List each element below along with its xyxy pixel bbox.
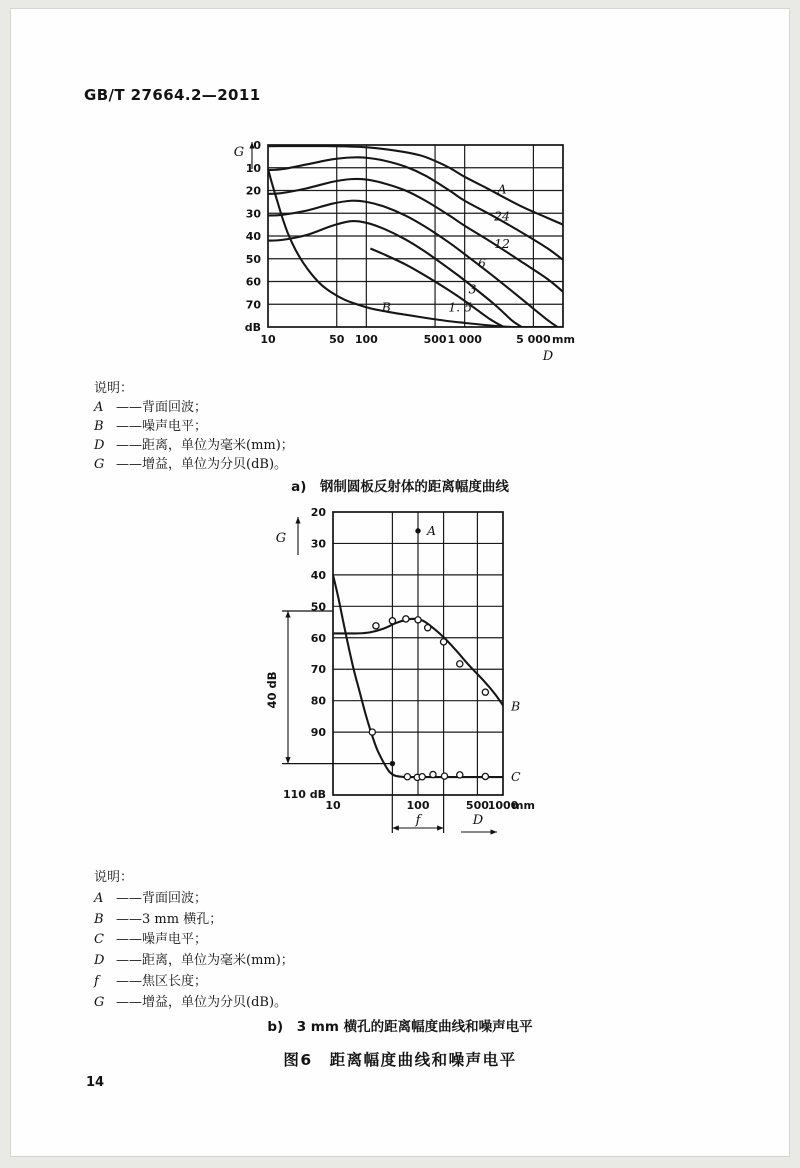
x-tick-label: 100 <box>354 333 378 346</box>
y-tick-label: 80 <box>310 694 326 708</box>
legend-text: ——距离，单位为毫米(mm)； <box>116 438 294 453</box>
legend-text: ——噪声电平； <box>116 419 208 434</box>
curve-label-B: B <box>381 299 391 315</box>
data-point-circle <box>404 774 410 780</box>
legend-text: ——焦区长度； <box>116 973 208 989</box>
legend-symbol: A <box>94 890 104 906</box>
curve-label-24: 24 <box>494 208 511 224</box>
x-tick-label: 1 000 <box>447 333 482 346</box>
y-tick-label: 10 <box>245 161 261 175</box>
legend-item <box>94 889 294 910</box>
data-point-circle <box>415 617 421 623</box>
x-tick-label: 5 000 <box>516 333 551 346</box>
y-tick-label: 30 <box>310 537 326 551</box>
y-tick-label: 30 <box>245 207 261 221</box>
arrow-head <box>437 825 444 830</box>
y-tick-label: 20 <box>310 506 326 519</box>
legend-title: 说明： <box>94 870 134 885</box>
annotation-text-110-dB: 110 dB <box>282 788 326 801</box>
curve-B <box>268 169 562 327</box>
legend-item <box>94 930 294 951</box>
legend-item <box>94 417 294 436</box>
annotation-text-f: f <box>415 813 421 828</box>
data-point-circle <box>373 623 379 629</box>
arrow-head <box>392 825 399 830</box>
legend-b <box>94 868 294 1014</box>
curve-label-3: 3 <box>468 281 477 297</box>
arrow-head <box>491 829 498 834</box>
caption-a: a) 钢制圆板反射体的距离幅度曲线 <box>291 479 509 495</box>
annotation-text-D: D <box>472 813 484 828</box>
y-tick-label: 90 <box>310 726 326 740</box>
curve-label-6: 6 <box>478 255 486 271</box>
legend-item <box>94 951 294 972</box>
figure-caption: 图6 距离幅度曲线和噪声电平 <box>283 1051 517 1069</box>
annotation-text-mm: mm <box>552 333 575 346</box>
y-tick-label: 0 <box>253 139 261 152</box>
legend-text: ——增益，单位为分贝(dB)。 <box>116 457 288 472</box>
y-tick-label: 70 <box>245 298 261 312</box>
data-point-circle <box>441 773 447 779</box>
legend-text: ——背面回波； <box>116 400 208 415</box>
curve-label-B: B <box>511 698 521 714</box>
data-point-circle <box>403 616 409 622</box>
legend-title: 说明： <box>94 381 134 396</box>
y-tick-label: 60 <box>245 275 261 289</box>
chart-b-distance-amplitude-noise <box>265 498 560 850</box>
data-point-circle <box>369 729 375 735</box>
legend-a <box>94 379 294 474</box>
grid <box>268 145 563 327</box>
y-tick-label: 50 <box>245 252 261 266</box>
legend-symbol: D <box>94 438 105 453</box>
annotation-text-mm: mm <box>512 799 535 812</box>
legend-symbol: f <box>94 973 99 989</box>
annotation-text-G: G <box>233 145 245 160</box>
y-tick-label: 40 <box>310 568 326 582</box>
curve-label-A: A <box>497 181 507 197</box>
legend-item <box>94 993 294 1014</box>
arrow-head <box>295 517 300 524</box>
grid <box>333 512 503 795</box>
y-tick-label: 20 <box>245 184 261 198</box>
x-tick-label: 10 <box>325 799 341 812</box>
curve-6 <box>268 201 558 327</box>
y-tick-label: 70 <box>310 663 326 677</box>
x-tick-label: 10 <box>260 333 276 346</box>
x-tick-label: 500 <box>465 799 489 812</box>
legend-symbol: D <box>94 953 105 969</box>
axis-arrow <box>461 829 497 834</box>
legend-text: ——噪声电平； <box>116 932 208 948</box>
legend-symbol: A <box>94 400 104 415</box>
legend-item <box>94 436 294 455</box>
annotation-text-40-dB: 40 dB <box>265 671 279 709</box>
data-point-circle <box>419 774 425 780</box>
legend-symbol: G <box>94 994 105 1010</box>
data-point-circle <box>430 771 436 777</box>
y-tick-label: 40 <box>245 230 261 243</box>
curve-label-12: 12 <box>494 235 511 251</box>
y-tick-label: 50 <box>310 600 326 614</box>
x-tick-label: 1000 <box>487 799 519 812</box>
curve-label-1. 5: 1. 5 <box>448 299 473 315</box>
y-tick-label: 60 <box>310 631 326 645</box>
legend-item <box>94 398 294 417</box>
y-tick-label: dB <box>244 321 261 334</box>
legend-item <box>94 910 294 931</box>
legend-text: ——3 mm 横孔； <box>116 911 223 927</box>
data-point-circle <box>457 772 463 778</box>
x-tick-label: 50 <box>329 333 345 346</box>
x-tick-label: 100 <box>406 799 430 812</box>
annotation-text-G: G <box>275 531 287 546</box>
data-point-circle <box>389 618 395 624</box>
data-point-circle <box>482 689 488 695</box>
data-point-dot <box>415 528 420 533</box>
standard-number: GB/T 27664.2—2011 <box>84 86 261 104</box>
axis-arrow <box>295 517 300 555</box>
curve-label-C: C <box>511 769 521 785</box>
legend-text: ——增益，单位为分贝(dB)。 <box>116 994 288 1010</box>
annotation-text-D: D <box>542 349 554 364</box>
legend-item <box>94 455 294 474</box>
arrow-head <box>285 757 290 764</box>
data-point-circle <box>482 773 488 779</box>
arrow-head <box>285 611 290 618</box>
legend-text: ——距离，单位为毫米(mm)； <box>116 953 294 969</box>
data-point-circle <box>457 661 463 667</box>
legend-symbol: G <box>94 457 105 472</box>
caption-b: b) 3 mm 横孔的距离幅度曲线和噪声电平 <box>267 1019 533 1035</box>
legend-symbol: B <box>94 419 104 434</box>
chart-a-distance-amplitude-curves <box>225 133 580 368</box>
dimension-arrow-v <box>285 611 290 764</box>
legend-symbol: C <box>94 932 104 948</box>
legend-item <box>94 972 294 993</box>
data-point-circle <box>425 625 431 631</box>
legend-text: ——背面回波； <box>116 890 208 906</box>
curve-label-A: A <box>427 522 437 538</box>
x-tick-label: 500 <box>423 333 447 346</box>
page-number: 14 <box>86 1075 105 1090</box>
legend-symbol: B <box>94 911 104 927</box>
data-point-circle <box>440 639 446 645</box>
